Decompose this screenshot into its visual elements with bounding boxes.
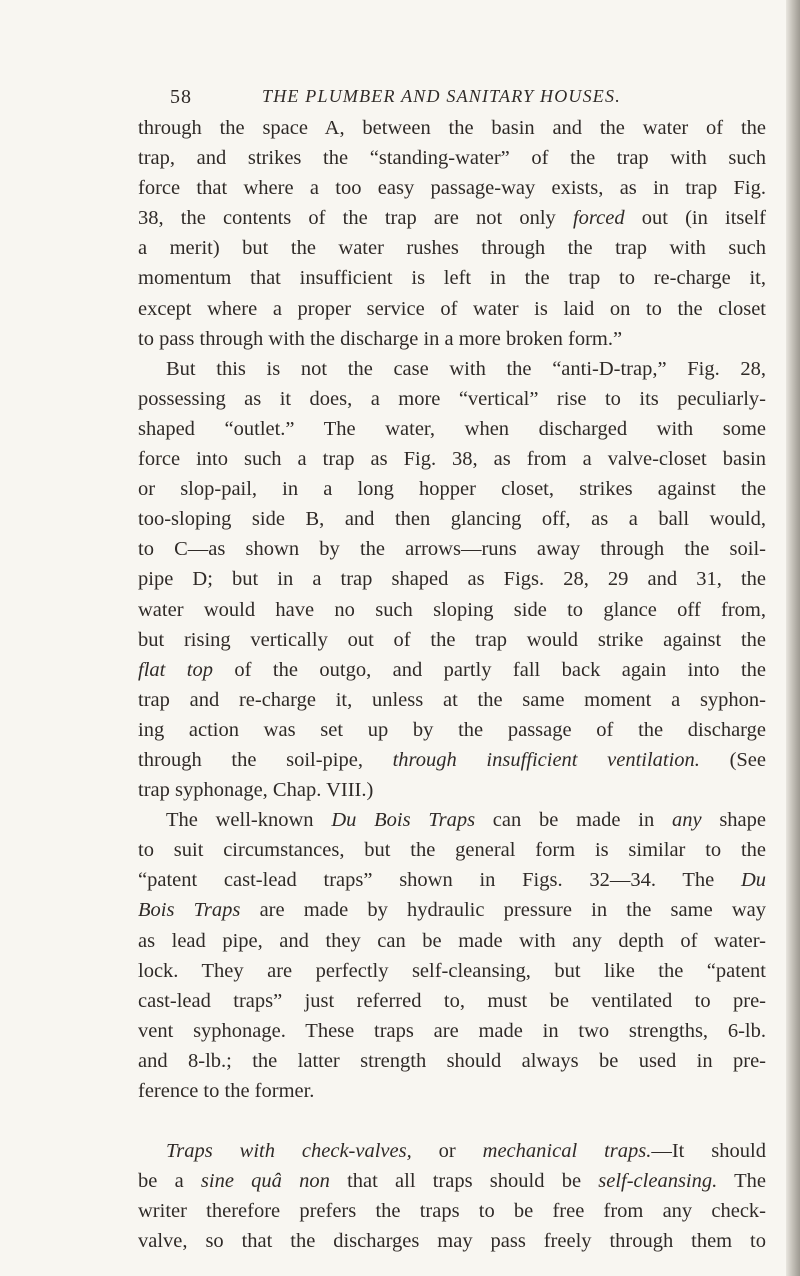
text-line: But this is not the case with the “anti-D-trap,” Fig. 28,	[166, 357, 766, 380]
text-line: too-sloping side B, and then glancing off, as a ball would,	[138, 508, 766, 531]
text-line: ference to the former.	[138, 1080, 315, 1102]
text-line: to suit circumstances, but the general form is similar to the	[138, 839, 766, 862]
text-line: through the soil-pipe, through insufficient ventilation. (See	[138, 748, 766, 771]
text-line: Traps with check-valves, or mechanical traps.—It should	[166, 1140, 766, 1163]
text-line: and 8-lb.; the latter strength should always be used in pre-	[138, 1049, 766, 1072]
text-line: flat top of the outgo, and partly fall back again into the	[138, 658, 766, 681]
text-line: The well-known Du Bois Traps can be made in any shape	[166, 809, 766, 832]
text-line: cast-lead traps” just referred to, must be ventilated to pre-	[138, 989, 766, 1012]
page-edge-shadow	[786, 0, 800, 1276]
text-line: Bois Traps are made by hydraulic pressure in the same way	[138, 899, 767, 922]
text-line: to pass through with the discharge in a more broken form.”	[138, 327, 623, 350]
text-line: shaped “outlet.” The water, when discharged with some	[138, 417, 766, 440]
text-line: to C—as shown by the arrows—runs away through the soil-	[138, 538, 766, 561]
text-line: trap syphonage, Chap. VIII.)	[138, 779, 374, 802]
body-text	[138, 113, 766, 1256]
text-line: ing action was set up by the passage of the discharge	[138, 718, 766, 741]
text-line: except where a proper service of water is laid on to the closet	[138, 297, 766, 320]
text-line: or slop-pail, in a long hopper closet, strikes against the	[138, 478, 766, 501]
text-line: trap, and strikes the “standing-water” of the trap with such	[138, 147, 766, 170]
text-line: water would have no such sloping side to glance off from,	[138, 598, 766, 621]
text-line: as lead pipe, and they can be made with any depth of water-	[138, 929, 766, 952]
text-line: vent syphonage. These traps are made in two strengths, 6-lb.	[138, 1019, 766, 1042]
text-line: 38, the contents of the trap are not only forced out (in itself	[138, 207, 766, 230]
text-line: be a sine quâ non that all traps should be self-cleansing. The	[138, 1170, 766, 1193]
text-line: possessing as it does, a more “vertical” rise to its peculiarly-	[138, 387, 766, 410]
text-line: force that where a too easy passage-way exists, as in trap Fig.	[138, 177, 766, 200]
text-line: lock. They are perfectly self-cleansing, but like the “patent	[138, 959, 766, 982]
text-line: trap and re-charge it, unless at the same moment a syphon-	[138, 688, 766, 711]
text-line: “patent cast-lead traps” shown in Figs. 32—34. The Du	[138, 869, 766, 892]
page-header	[170, 86, 690, 114]
text-line: a merit) but the water rushes through the trap with such	[138, 237, 766, 260]
page-number: 58	[170, 86, 192, 108]
text-line: momentum that insufficient is left in the trap to re-charge it,	[138, 267, 766, 290]
text-line: through the space A, between the basin and the water of the	[138, 117, 766, 139]
text-line: pipe D; but in a trap shaped as Figs. 28, 29 and 31, the	[138, 568, 766, 591]
text-line: but rising vertically out of the trap would strike against the	[138, 628, 766, 651]
paragraph-gap	[138, 1106, 766, 1136]
text-line: writer therefore prefers the traps to be free from any check-	[138, 1200, 766, 1223]
running-title: THE PLUMBER AND SANITARY HOUSES.	[262, 86, 621, 106]
text-line: valve, so that the discharges may pass freely through them to	[138, 1230, 766, 1253]
text-line: force into such a trap as Fig. 38, as from a valve-closet basin	[138, 448, 766, 471]
